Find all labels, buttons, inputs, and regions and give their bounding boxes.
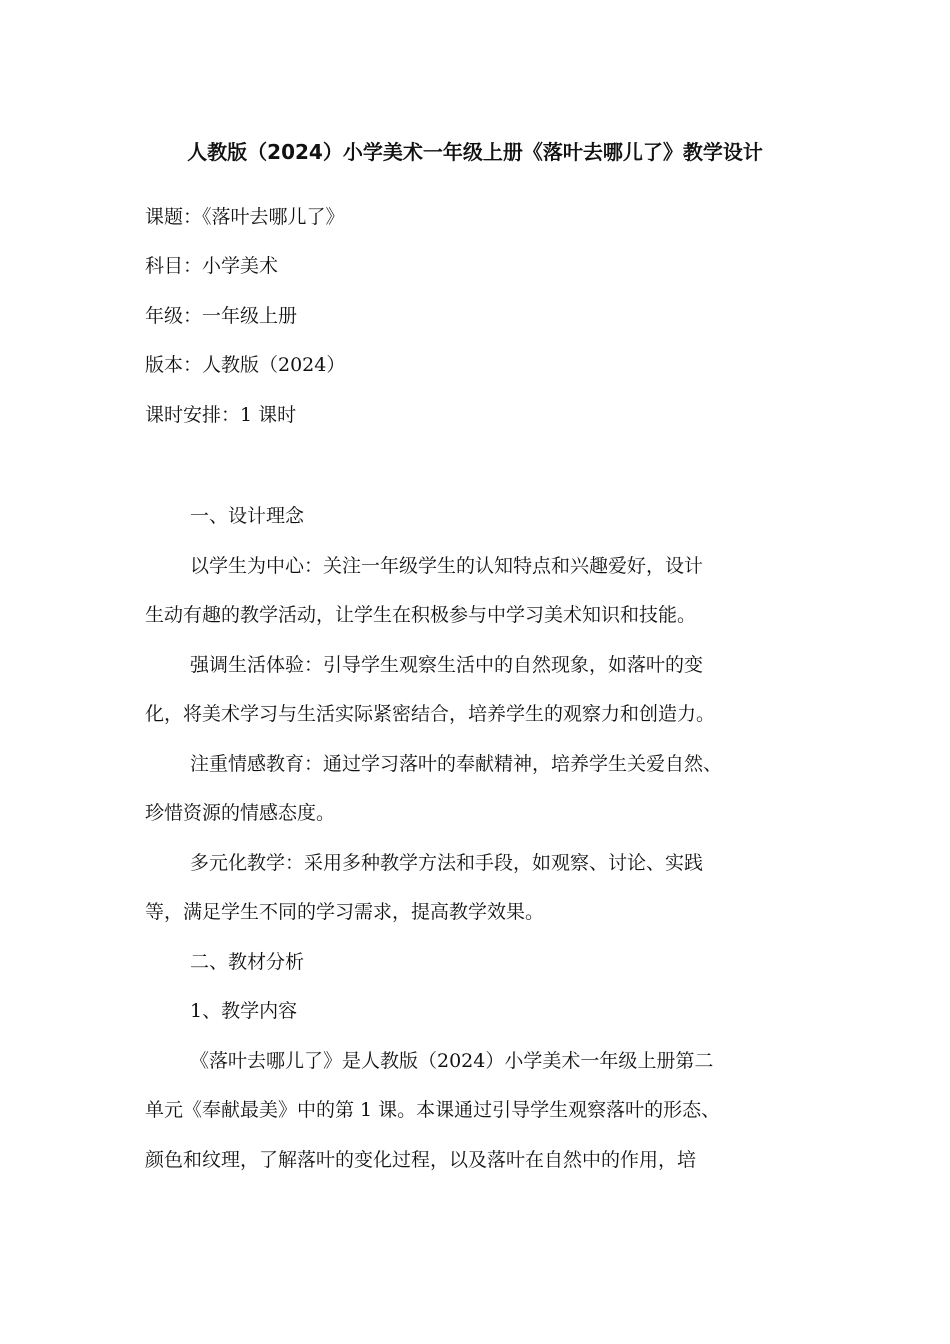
paragraph-line: 生动有趣的教学活动，让学生在积极参与中学习美术知识和技能。: [145, 604, 697, 626]
meta-edition: 版本：人教版（2024）: [145, 354, 346, 376]
paragraph-line: 颜色和纹理，了解落叶的变化过程，以及落叶在自然中的作用，培: [145, 1149, 697, 1171]
paragraph-line: 单元《奉献最美》中的第 1 课。本课通过引导学生观察落叶的形态、: [145, 1099, 721, 1121]
paragraph-line: 注重情感教育：通过学习落叶的奉献精神，培养学生关爱自然、: [190, 753, 723, 775]
paragraph-line: 珍惜资源的情感态度。: [145, 802, 336, 824]
paragraph-line: 多元化教学：采用多种教学方法和手段，如观察、讨论、实践: [190, 852, 704, 874]
document-title: 人教版（2024）小学美术一年级上册《落叶去哪儿了》教学设计: [187, 140, 763, 164]
section-heading-material-analysis: 二、教材分析: [190, 951, 305, 973]
meta-topic: 课题：《落叶去哪儿了》: [145, 206, 345, 228]
paragraph-line: 等，满足学生不同的学习需求，提高教学效果。: [145, 901, 545, 923]
meta-subject: 科目：小学美术: [145, 255, 279, 277]
paragraph-line: 以学生为中心：关注一年级学生的认知特点和兴趣爱好，设计: [190, 555, 704, 577]
paragraph-line: 《落叶去哪儿了》是人教版（2024）小学美术一年级上册第二: [190, 1050, 714, 1072]
paragraph-line: 化，将美术学习与生活实际紧密结合，培养学生的观察力和创造力。: [145, 703, 716, 725]
meta-grade: 年级：一年级上册: [145, 305, 298, 327]
meta-hours: 课时安排：1 课时: [145, 404, 297, 426]
paragraph-line: 强调生活体验：引导学生观察生活中的自然现象，如落叶的变: [190, 654, 704, 676]
subsection-heading-content: 1、教学内容: [190, 1000, 298, 1022]
section-heading-design-concept: 一、设计理念: [190, 505, 305, 527]
